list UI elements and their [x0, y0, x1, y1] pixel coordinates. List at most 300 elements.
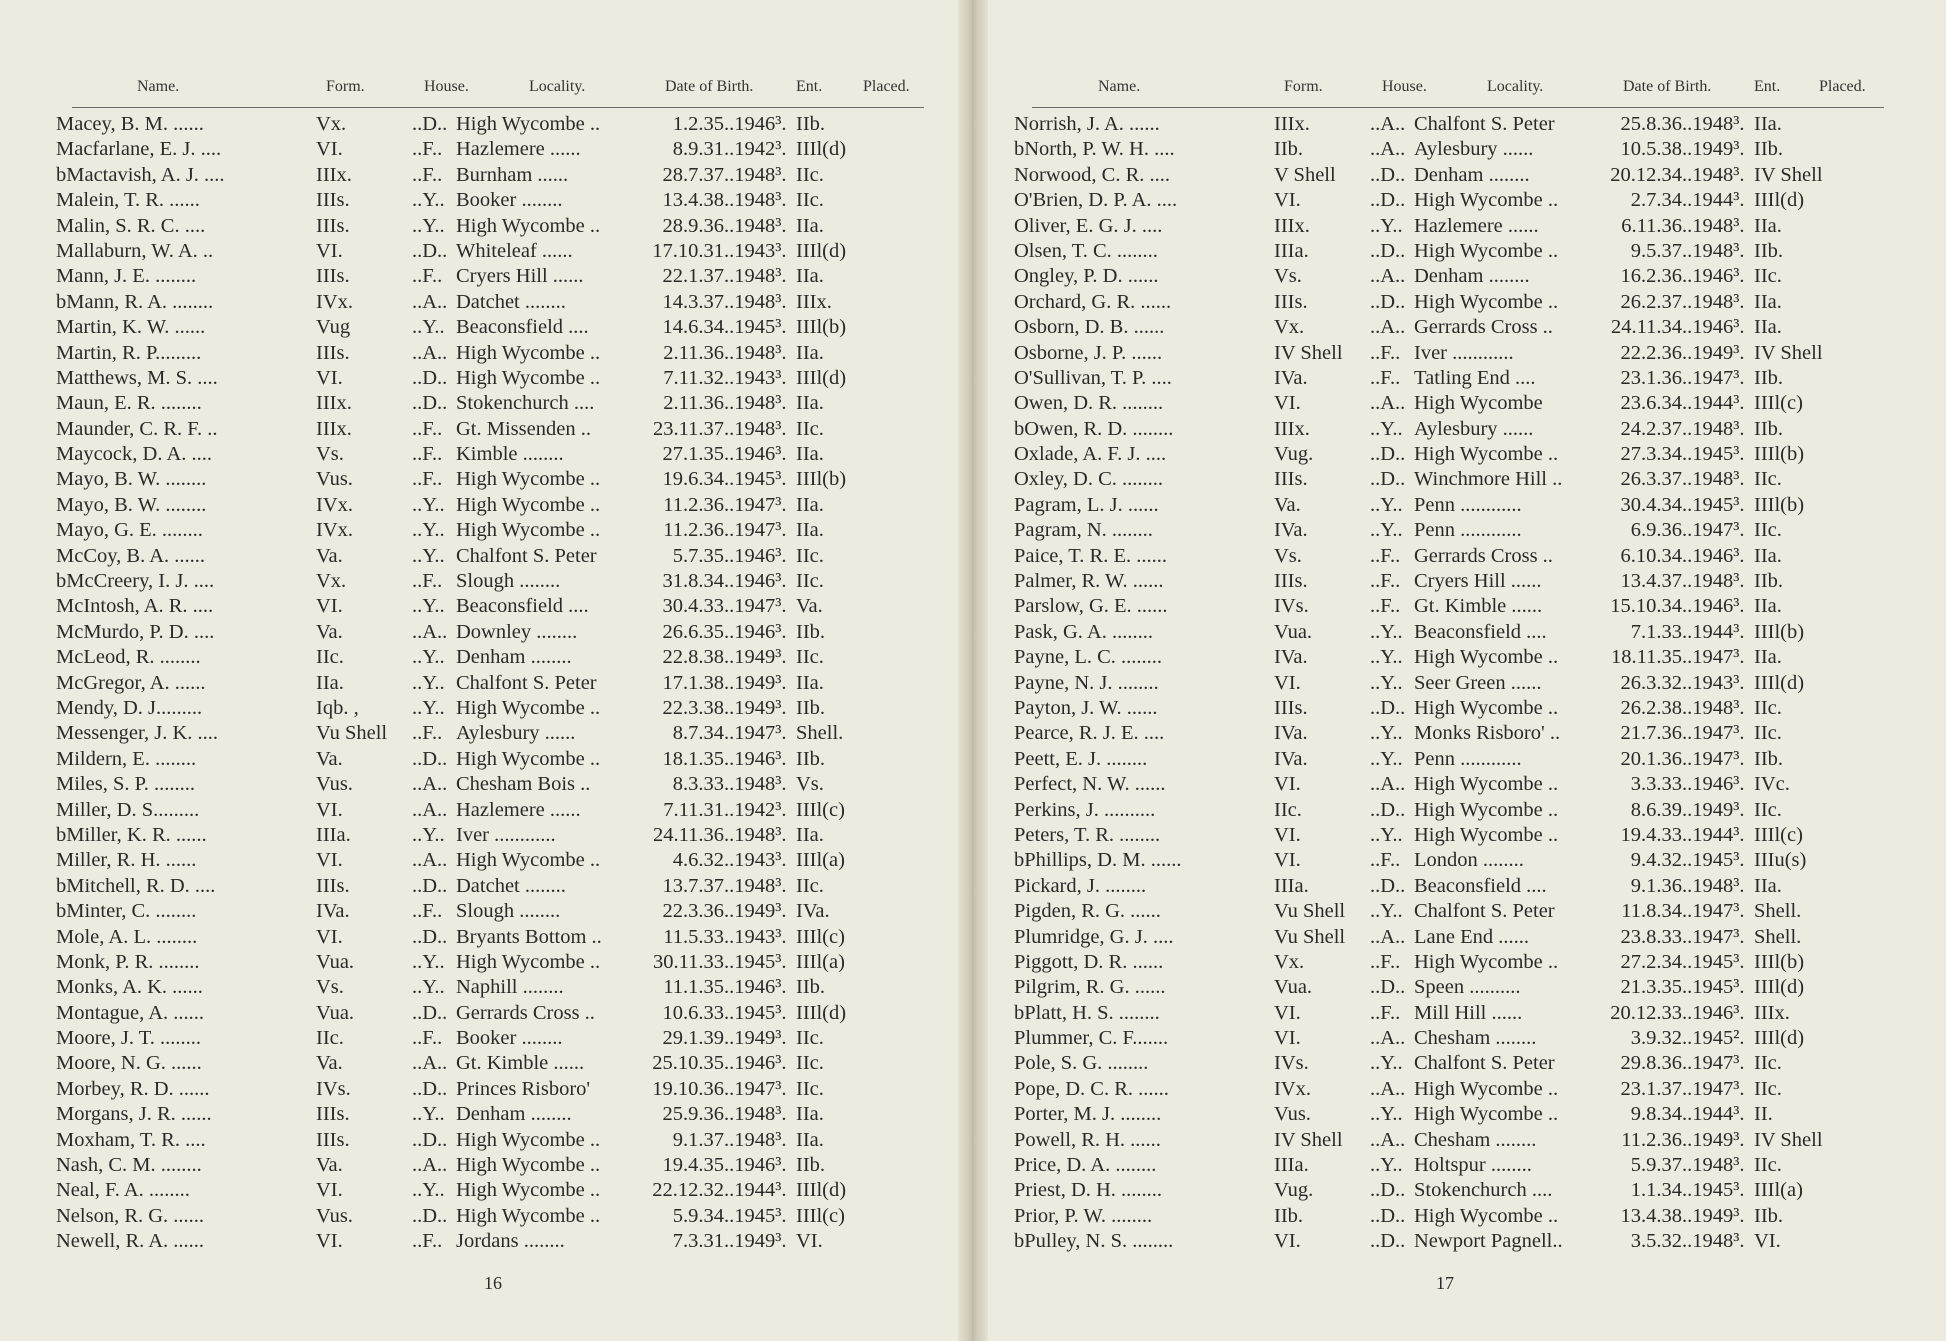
- student-locality: Gerrards Cross ..: [456, 1001, 595, 1024]
- student-name: Montague, A. ......: [56, 1001, 205, 1024]
- student-form: Va.: [1274, 493, 1301, 516]
- student-placed: IIIl(d): [1754, 189, 1805, 212]
- student-form: Vua.: [1274, 620, 1313, 643]
- student-placed: IIa.: [1754, 544, 1782, 567]
- student-form: IVx.: [316, 493, 354, 516]
- student-form: IVa.: [316, 900, 350, 923]
- student-house: ..Y..: [1370, 747, 1403, 770]
- student-placed: IIIl(a): [796, 950, 845, 973]
- student-placed: IIIl(c): [796, 798, 845, 821]
- student-dob: 20.1.36: [1620, 747, 1682, 770]
- page-number: 17: [1436, 1273, 1454, 1293]
- student-dob: 14.3.37: [662, 290, 724, 313]
- student-row: [56, 467, 936, 492]
- student-placed: VI.: [1754, 1230, 1781, 1253]
- student-row: [1014, 1153, 1904, 1178]
- student-name: bMann, R. A. ........: [56, 290, 214, 313]
- student-dob: 2.7.34: [1630, 189, 1682, 212]
- left-student-list: [56, 112, 936, 1255]
- student-form: VI.: [316, 138, 343, 161]
- student-name: Newell, R. A. ......: [56, 1230, 205, 1253]
- student-house: ..F..: [412, 138, 443, 161]
- student-entry: ..1945³.: [1682, 849, 1745, 872]
- student-house: ..F..: [412, 443, 443, 466]
- student-locality: Speen ..........: [1414, 976, 1521, 999]
- student-locality: High Wycombe ..: [456, 1179, 601, 1202]
- student-row: [1014, 214, 1904, 239]
- student-form: Vx.: [1274, 950, 1305, 973]
- header-form: Form.: [1284, 78, 1323, 95]
- student-form: IIIs.: [316, 1128, 350, 1151]
- student-dob: 6.10.34: [1620, 544, 1682, 567]
- student-row: [56, 925, 936, 950]
- student-row: [56, 112, 936, 137]
- student-row: [56, 163, 936, 188]
- student-form: IIb.: [1274, 138, 1304, 161]
- student-entry: ..1949³.: [724, 646, 787, 669]
- student-entry: ..1948³.: [1682, 113, 1745, 135]
- student-name: Monk, P. R. ........: [56, 950, 200, 973]
- student-placed: IIc.: [796, 874, 824, 897]
- student-row: [1014, 264, 1904, 289]
- student-form: Vs.: [1274, 265, 1302, 288]
- student-row: [1014, 594, 1904, 619]
- student-form: IVa.: [1274, 722, 1308, 745]
- student-house: ..D..: [1370, 290, 1406, 313]
- student-house: ..F..: [1370, 544, 1401, 567]
- student-form: Vu Shell: [1274, 900, 1346, 923]
- student-placed: IIa.: [1754, 595, 1782, 618]
- student-house: ..Y..: [1370, 519, 1403, 542]
- student-name: Pigden, R. G. ......: [1014, 900, 1161, 923]
- student-dob: 9.1.37: [672, 1128, 724, 1151]
- student-house: ..D..: [1370, 798, 1406, 821]
- student-house: ..Y..: [412, 189, 445, 212]
- student-entry: ..1945³.: [1682, 1179, 1745, 1202]
- student-form: IVa.: [1274, 747, 1308, 770]
- student-placed: IIa.: [1754, 214, 1782, 237]
- student-locality: Beaconsfield ....: [456, 595, 589, 618]
- student-form: Va.: [316, 1154, 343, 1177]
- student-house: ..F..: [412, 722, 443, 745]
- student-name: Osborne, J. P. ......: [1014, 341, 1163, 364]
- student-locality: High Wycombe ..: [456, 696, 601, 719]
- student-name: Mildern, E. ........: [56, 747, 197, 770]
- student-locality: Gerrards Cross ..: [1414, 316, 1553, 339]
- student-entry: ..1949³.: [724, 900, 787, 923]
- student-locality: Slough ........: [456, 900, 561, 923]
- student-house: ..A..: [412, 798, 448, 821]
- student-row: [56, 1001, 936, 1026]
- student-locality: Cryers Hill ......: [456, 265, 584, 288]
- student-dob: 4.6.32: [672, 849, 724, 872]
- student-dob: 13.4.38: [662, 189, 724, 212]
- student-form: VI.: [316, 925, 343, 948]
- student-locality: Slough ........: [456, 570, 561, 593]
- student-form: VI.: [316, 595, 343, 618]
- student-row: [56, 950, 936, 975]
- student-dob: 25.8.36: [1620, 113, 1682, 135]
- student-house: ..D..: [1370, 976, 1406, 999]
- student-house: ..Y..: [1370, 417, 1403, 440]
- student-house: ..D..: [1370, 1230, 1406, 1253]
- student-locality: Penn ............: [1414, 519, 1522, 542]
- student-house: ..A..: [412, 773, 448, 796]
- student-form: IIIa.: [1274, 1154, 1309, 1177]
- student-placed: IIc.: [1754, 798, 1782, 821]
- student-name: bPlatt, H. S. ........: [1014, 1001, 1160, 1024]
- student-house: ..A..: [412, 849, 448, 872]
- student-dob: 6.11.36: [1621, 214, 1682, 237]
- student-name: Perfect, N. W. ......: [1014, 773, 1166, 796]
- student-placed: IIc.: [796, 646, 824, 669]
- student-name: Palmer, R. W. ......: [1014, 570, 1164, 593]
- student-name: Owen, D. R. ........: [1014, 392, 1164, 415]
- student-row: [1014, 848, 1904, 873]
- student-row: [56, 442, 936, 467]
- student-entry: ..1943³.: [724, 925, 787, 948]
- student-placed: IIa.: [1754, 874, 1782, 897]
- student-placed: IIc.: [1754, 1077, 1782, 1100]
- student-placed: IIIl(b): [796, 316, 847, 339]
- student-name: Peett, E. J. ........: [1014, 747, 1148, 770]
- student-form: VI.: [1274, 773, 1301, 796]
- student-locality: High Wycombe ..: [456, 1204, 601, 1227]
- student-row: [56, 1153, 936, 1178]
- student-name: Morgans, J. R. ......: [56, 1103, 212, 1126]
- student-row: [1014, 1051, 1904, 1076]
- student-house: ..Y..: [412, 671, 445, 694]
- student-locality: Hazlemere ......: [1414, 214, 1539, 237]
- student-house: ..D..: [1370, 443, 1406, 466]
- header-rule: [1032, 107, 1884, 108]
- student-name: Moore, J. T. ........: [56, 1027, 202, 1050]
- student-placed: IIIu(s): [1754, 849, 1807, 872]
- student-dob: 20.12.33: [1610, 1001, 1682, 1024]
- student-house: ..D..: [412, 392, 448, 415]
- student-locality: Booker ........: [456, 1027, 563, 1050]
- student-entry: ..1947³.: [724, 493, 787, 516]
- student-placed: IIa.: [796, 214, 824, 237]
- student-house: ..F..: [412, 900, 443, 923]
- student-dob: 24.2.37: [1620, 417, 1682, 440]
- student-locality: Iver ............: [1414, 341, 1514, 364]
- student-row: [56, 341, 936, 366]
- student-name: Mann, J. E. ........: [56, 265, 197, 288]
- student-entry: ..1949³.: [1682, 798, 1745, 821]
- student-house: ..F..: [1370, 595, 1401, 618]
- student-entry: ..1945³.: [724, 1204, 787, 1227]
- student-placed: IIb.: [1754, 138, 1784, 161]
- student-house: ..Y..: [412, 214, 445, 237]
- student-row: [1014, 493, 1904, 518]
- student-form: IVx.: [316, 290, 354, 313]
- student-dob: 13.4.37: [1620, 570, 1682, 593]
- student-dob: 23.8.33: [1620, 925, 1682, 948]
- student-dob: 6.9.36: [1630, 519, 1682, 542]
- student-dob: 15.10.34: [1610, 595, 1682, 618]
- student-house: ..F..: [412, 468, 443, 491]
- student-entry: ..1946³.: [1682, 773, 1745, 796]
- student-entry: ..1948³.: [1682, 1154, 1745, 1177]
- student-entry: ..1946³.: [1682, 544, 1745, 567]
- student-row: [1014, 188, 1904, 213]
- student-dob: 11.2.36: [1621, 1128, 1682, 1151]
- student-form: IIIs.: [1274, 696, 1308, 719]
- student-row: [1014, 569, 1904, 594]
- student-dob: 11.5.33: [663, 925, 724, 948]
- student-name: Miller, R. H. ......: [56, 849, 197, 872]
- student-entry: ..1947³.: [1682, 519, 1745, 542]
- student-dob: 21.3.35: [1620, 976, 1682, 999]
- student-name: Porter, M. J. ........: [1014, 1103, 1162, 1126]
- student-placed: Shell.: [1754, 925, 1802, 948]
- student-form: Va.: [316, 1052, 343, 1075]
- student-form: Iqb. ,: [316, 696, 359, 719]
- header-dob: Date of Birth.: [1623, 78, 1712, 95]
- student-dob: 8.9.31: [672, 138, 724, 161]
- student-house: ..D..: [412, 1077, 448, 1100]
- student-dob: 9.8.34: [1630, 1103, 1682, 1126]
- student-name: Pagram, N. ........: [1014, 519, 1153, 542]
- student-name: Nash, C. M. ........: [56, 1154, 202, 1177]
- student-dob: 26.6.35: [662, 620, 724, 643]
- student-entry: ..1945³.: [724, 950, 787, 973]
- student-placed: IIIx.: [796, 290, 832, 313]
- student-form: VI.: [1274, 671, 1301, 694]
- student-form: Vu Shell: [316, 722, 388, 745]
- student-dob: 2.11.36: [663, 341, 724, 364]
- student-entry: ..1949³.: [724, 671, 787, 694]
- student-placed: IIc.: [796, 570, 824, 593]
- student-row: [56, 366, 936, 391]
- student-row: [1014, 366, 1904, 391]
- student-dob: 22.3.36: [662, 900, 724, 923]
- student-name: Miles, S. P. ........: [56, 773, 195, 796]
- student-form: VI.: [1274, 823, 1301, 846]
- student-locality: Datchet ........: [456, 290, 566, 313]
- student-entry: ..1944³.: [1682, 189, 1745, 212]
- student-entry: ..1948³.: [724, 290, 787, 313]
- student-dob: 5.9.34: [672, 1204, 724, 1227]
- student-dob: 22.2.36: [1620, 341, 1682, 364]
- student-locality: Chalfont S. Peter: [1414, 113, 1555, 135]
- student-entry: ..1949³.: [724, 696, 787, 719]
- student-placed: IIa.: [796, 443, 824, 466]
- student-entry: ..1948³.: [1682, 696, 1745, 719]
- student-row: [56, 493, 936, 518]
- student-locality: High Wycombe ..: [456, 214, 601, 237]
- student-house: ..A..: [1370, 113, 1406, 135]
- student-entry: ..1946³.: [1682, 1001, 1745, 1024]
- student-placed: IIa.: [796, 1128, 824, 1151]
- student-placed: IIIl(c): [796, 1204, 845, 1227]
- student-form: VI.: [316, 366, 343, 389]
- student-form: IV Shell: [1274, 341, 1343, 364]
- student-form: IIIx.: [1274, 214, 1310, 237]
- student-form: V Shell: [1274, 163, 1336, 186]
- student-entry: ..1947³.: [1682, 1052, 1745, 1075]
- header-rule: [72, 107, 924, 108]
- student-house: ..A..: [412, 1052, 448, 1075]
- student-house: ..A..: [1370, 392, 1406, 415]
- student-dob: 8.6.39: [1630, 798, 1682, 821]
- student-form: Vx.: [316, 113, 347, 135]
- student-placed: IIa.: [796, 392, 824, 415]
- student-entry: ..1947³.: [724, 1077, 787, 1100]
- student-name: Plummer, C. F.......: [1014, 1027, 1169, 1050]
- student-locality: Mill Hill ......: [1414, 1001, 1523, 1024]
- student-row: [1014, 798, 1904, 823]
- student-placed: IIc.: [796, 544, 824, 567]
- student-placed: II.: [1754, 1103, 1773, 1126]
- student-dob: 25.10.35: [652, 1052, 724, 1075]
- student-locality: Beaconsfield ....: [456, 316, 589, 339]
- student-locality: Cryers Hill ......: [1414, 570, 1542, 593]
- student-form: IVa.: [1274, 366, 1308, 389]
- student-form: Vu Shell: [1274, 925, 1346, 948]
- student-form: Vua.: [316, 950, 355, 973]
- student-form: Vus.: [316, 1204, 353, 1227]
- student-dob: 23.1.36: [1620, 366, 1682, 389]
- header-locality: Locality.: [529, 78, 586, 95]
- student-house: ..F..: [412, 570, 443, 593]
- student-house: ..Y..: [412, 595, 445, 618]
- student-row: [1014, 874, 1904, 899]
- student-placed: Shell.: [796, 722, 844, 745]
- student-entry: ..1947³.: [1682, 900, 1745, 923]
- student-entry: ..1947³.: [1682, 925, 1745, 948]
- student-house: ..A..: [1370, 316, 1406, 339]
- student-dob: 10.5.38: [1620, 138, 1682, 161]
- student-entry: ..1948³.: [1682, 874, 1745, 897]
- student-name: Oxlade, A. F. J. ....: [1014, 443, 1167, 466]
- student-house: ..A..: [1370, 1077, 1406, 1100]
- student-dob: 22.8.38: [662, 646, 724, 669]
- student-form: IIIs.: [316, 341, 350, 364]
- student-house: ..D..: [412, 747, 448, 770]
- student-entry: ..1943³.: [724, 849, 787, 872]
- student-house: ..Y..: [412, 1179, 445, 1202]
- student-placed: IIb.: [796, 620, 826, 643]
- student-entry: ..1946³.: [724, 113, 787, 135]
- student-locality: High Wycombe ..: [1414, 1077, 1559, 1100]
- student-form: IIIa.: [1274, 239, 1309, 262]
- student-entry: ..1948³.: [1682, 1230, 1745, 1253]
- student-dob: 23.11.37: [653, 417, 724, 440]
- student-name: Pope, D. C. R. ......: [1014, 1077, 1169, 1100]
- student-locality: High Wycombe ..: [1414, 290, 1559, 313]
- student-row: [1014, 925, 1904, 950]
- student-entry: ..1942³.: [724, 798, 787, 821]
- student-dob: 17.1.38: [662, 671, 724, 694]
- student-entry: ..1944³.: [1682, 620, 1745, 643]
- student-house: ..F..: [1370, 366, 1401, 389]
- student-locality: Lane End ......: [1414, 925, 1529, 948]
- student-row: [56, 290, 936, 315]
- student-house: ..F..: [1370, 950, 1401, 973]
- student-house: ..Y..: [412, 316, 445, 339]
- student-placed: IIIx.: [1754, 1001, 1790, 1024]
- student-dob: 26.3.32: [1620, 671, 1682, 694]
- student-row: [56, 620, 936, 645]
- student-locality: Beaconsfield ....: [1414, 620, 1547, 643]
- student-dob: 27.2.34: [1620, 950, 1682, 973]
- student-row: [1014, 1128, 1904, 1153]
- student-row: [1014, 442, 1904, 467]
- student-house: ..D..: [412, 1128, 448, 1151]
- student-form: Vs.: [316, 976, 344, 999]
- student-locality: Chalfont S. Peter: [456, 671, 597, 694]
- book-gutter: [958, 0, 988, 1341]
- student-form: IIIs.: [316, 265, 350, 288]
- student-locality: High Wycombe ..: [1414, 950, 1559, 973]
- student-form: IVx.: [1274, 1077, 1312, 1100]
- student-house: ..Y..: [412, 950, 445, 973]
- page-number: 16: [484, 1273, 502, 1293]
- header-form: Form.: [326, 78, 365, 95]
- student-entry: ..1945³.: [1682, 443, 1745, 466]
- student-form: VI.: [316, 798, 343, 821]
- header-dob: Date of Birth.: [665, 78, 754, 95]
- student-dob: 8.7.34: [672, 722, 724, 745]
- student-placed: IIa.: [1754, 646, 1782, 669]
- student-form: Vus.: [1274, 1103, 1311, 1126]
- student-dob: 9.5.37: [1630, 239, 1682, 262]
- student-entry: ..1945³.: [1682, 950, 1745, 973]
- student-placed: IIIl(b): [1754, 443, 1805, 466]
- student-locality: High Wycombe ..: [456, 493, 601, 516]
- student-name: bMactavish, A. J. ....: [56, 163, 225, 186]
- student-dob: 1.2.35: [672, 113, 724, 135]
- student-placed: IIb.: [1754, 747, 1784, 770]
- student-row: [1014, 417, 1904, 442]
- student-placed: IIIl(d): [1754, 1027, 1805, 1050]
- student-locality: Seer Green ......: [1414, 671, 1542, 694]
- student-row: [1014, 391, 1904, 416]
- student-placed: IIb.: [1754, 417, 1784, 440]
- student-row: [1014, 975, 1904, 1000]
- student-entry: ..1947³.: [1682, 747, 1745, 770]
- student-locality: High Wycombe ..: [456, 1128, 601, 1151]
- student-placed: IIIl(c): [1754, 823, 1803, 846]
- student-row: [56, 899, 936, 924]
- student-placed: IIc.: [796, 189, 824, 212]
- student-name: Pole, S. G. ........: [1014, 1052, 1149, 1075]
- student-row: [1014, 950, 1904, 975]
- student-dob: 28.9.36: [662, 214, 724, 237]
- student-row: [56, 645, 936, 670]
- student-entry: ..1942³.: [724, 138, 787, 161]
- student-entry: ..1948³.: [724, 392, 787, 415]
- student-dob: 9.1.36: [1630, 874, 1682, 897]
- student-row: [1014, 518, 1904, 543]
- student-placed: IVc.: [1754, 773, 1790, 796]
- student-house: ..F..: [412, 1230, 443, 1253]
- student-dob: 3.5.32: [1630, 1230, 1682, 1253]
- student-dob: 11.2.36: [663, 519, 724, 542]
- student-row: [56, 1102, 936, 1127]
- student-name: Ongley, P. D. ......: [1014, 265, 1159, 288]
- student-house: ..F..: [1370, 849, 1401, 872]
- student-dob: 30.11.33: [653, 950, 724, 973]
- student-placed: IIIl(c): [1754, 392, 1803, 415]
- student-house: ..Y..: [1370, 493, 1403, 516]
- student-form: IIIs.: [316, 1103, 350, 1126]
- student-house: ..D..: [412, 366, 448, 389]
- student-dob: 23.6.34: [1620, 392, 1682, 415]
- student-placed: IIa.: [796, 823, 824, 846]
